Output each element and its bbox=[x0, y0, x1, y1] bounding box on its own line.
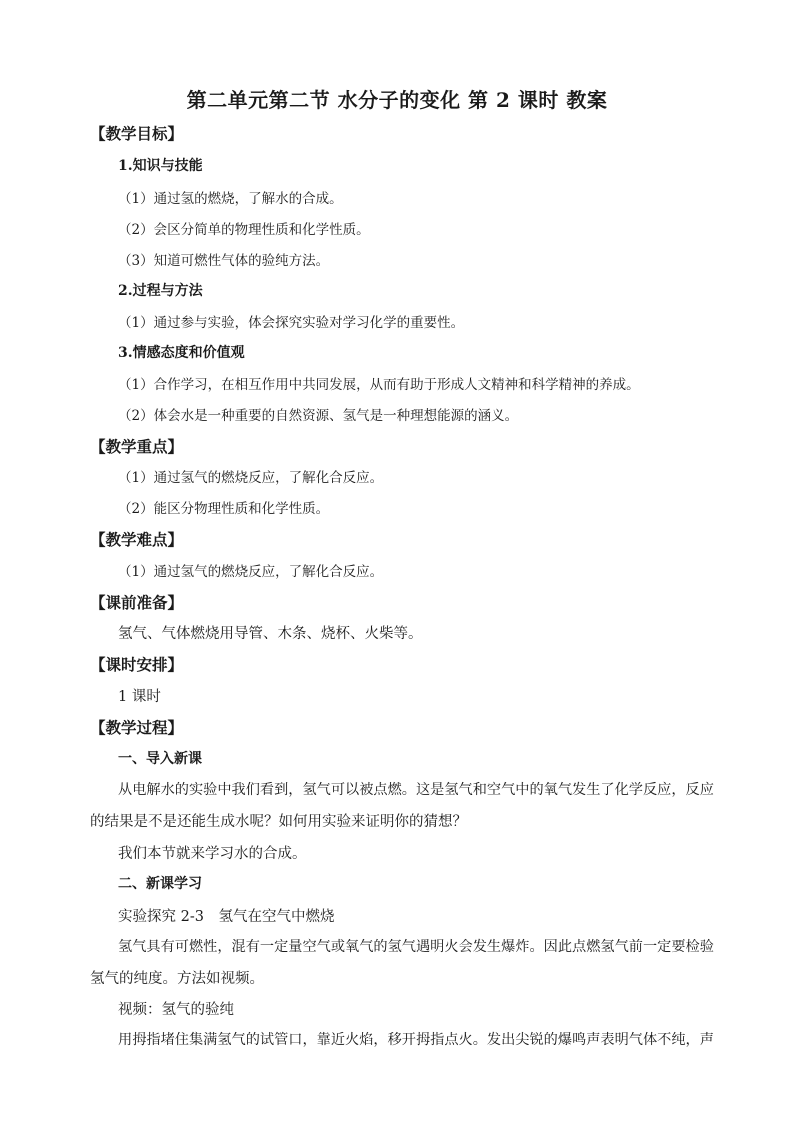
heading-difficulties: 【教学难点】 bbox=[90, 530, 184, 549]
objective-item: （1）通过氢的燃烧，了解水的合成。 bbox=[118, 191, 343, 207]
paragraph-line: 的结果是不是还能生成水呢？如何用实验来证明你的猜想？ bbox=[90, 814, 467, 830]
subheading-attitudes-values: 3.情感态度和价值观 bbox=[118, 345, 245, 361]
key-point-item: （2）能区分物理性质和化学性质。 bbox=[118, 501, 330, 517]
heading-key-points: 【教学重点】 bbox=[90, 437, 184, 456]
paragraph-line: 用拇指堵住集满氢气的试管口，靠近火焰，移开拇指点火。发出尖锐的爆鸣声表明气体不纯，声 bbox=[118, 1032, 714, 1048]
subheading-knowledge-skills: 1.知识与技能 bbox=[118, 158, 203, 174]
subheading-new-lesson: 二、新课学习 bbox=[118, 876, 202, 892]
heading-schedule: 【课时安排】 bbox=[90, 655, 184, 674]
objective-item: （1）通过参与实验，体会探究实验对学习化学的重要性。 bbox=[118, 315, 465, 331]
heading-teaching-process: 【教学过程】 bbox=[90, 718, 184, 737]
objective-item: （2）会区分简单的物理性质和化学性质。 bbox=[118, 222, 370, 238]
video-label: 视频：氢气的验纯 bbox=[118, 1002, 234, 1018]
paragraph-line: 氢气具有可燃性，混有一定量空气或氧气的氢气遇明火会发生爆炸。因此点燃氢气前一定要检验 bbox=[118, 939, 714, 955]
key-point-item: （1）通过氢气的燃烧反应，了解化合反应。 bbox=[118, 470, 384, 486]
paragraph-line: 我们本节就来学习水的合成。 bbox=[118, 846, 307, 862]
difficulty-item: （1）通过氢气的燃烧反应，了解化合反应。 bbox=[118, 564, 384, 580]
paragraph-line: 氢气的纯度。方法如视频。 bbox=[90, 971, 264, 987]
objective-item: （3）知道可燃性气体的验纯方法。 bbox=[118, 253, 330, 269]
preparation-text: 氢气、气体燃烧用导管、木条、烧杯、火柴等。 bbox=[118, 626, 423, 642]
objective-item: （1）合作学习，在相互作用中共同发展，从而有助于形成人文精神和科学精神的养成。 bbox=[118, 377, 640, 393]
heading-teaching-objectives: 【教学目标】 bbox=[90, 124, 184, 143]
subheading-introduction: 一、导入新课 bbox=[118, 751, 202, 767]
subheading-process-methods: 2.过程与方法 bbox=[118, 283, 203, 299]
paragraph-line: 从电解水的实验中我们看到，氢气可以被点燃。这是氢气和空气中的氧气发生了化学反应，反应 bbox=[118, 782, 714, 798]
heading-preparation: 【课前准备】 bbox=[90, 593, 184, 612]
schedule-text: 1 课时 bbox=[118, 689, 161, 705]
document-title: 第二单元第二节 水分子的变化 第 2 课时 教案 bbox=[186, 88, 608, 112]
objective-item: （2）体会水是一种重要的自然资源、氢气是一种理想能源的涵义。 bbox=[118, 408, 519, 424]
experiment-title: 实验探究 2-3 氢气在空气中燃烧 bbox=[118, 909, 335, 925]
